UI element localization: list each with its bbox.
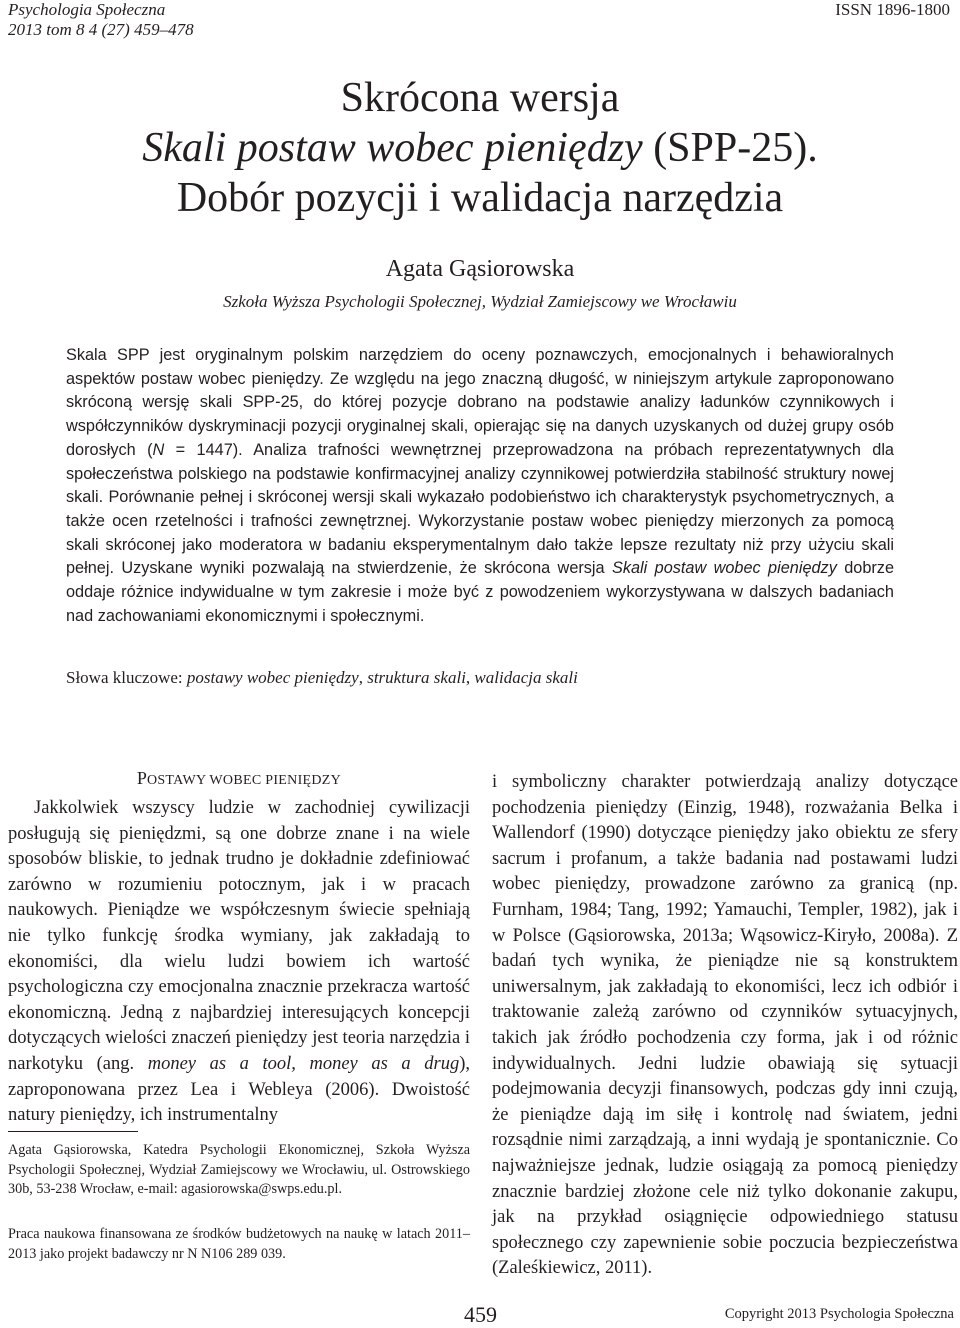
keyword-2: struktura skali — [367, 668, 466, 687]
abstract-n: N — [152, 440, 165, 459]
journal-header — [8, 0, 194, 40]
abstract-part-1: Skala SPP jest oryginalnym polskim narzędziem do oceny poznawczych, emocjonalnych i behawioralnych aspektów postaw wobec pieniędzy. Ze względu na jego znaczną długość, w niniejszym artykule zaproponowano skróconą wersję skali SPP-25, do której pozycje dobrano na podstawie analizy ładunków czynnikowych i współczynników dyskryminacji pozycji oryginalnej skali, opierając się na danych uzyskanych od dużej grupy osób dorosłych ( — [66, 346, 894, 459]
footnote-funding: Praca naukowa finansowana ze środków budżetowych na naukę w latach 2011–2013 jako projekt badawczy nr N N106 289 039. — [8, 1226, 470, 1262]
left-column-italic: money as a tool, money as a drug — [147, 1053, 460, 1074]
abstract-part-2: = 1447). Analiza trafności wewnętrznej przeprowadzona na próbach reprezentatywnych dla społeczeństwa polskiego na podstawie konfirmacyjnej analizy czynnikowej potwierdziła stabilność struktury nowej skali. Porównanie pełnej i skróconej wersji skali wykazało podobieństwo ich charakterystyk psychometrycznych, a także ocen rzetelności i trafności zewnętrznej. Wykorzystanie postaw wobec pieniędzy mierzonych za pomocą skali skróconej jako moderatora w badaniu eksperymentalnym dało także lepsze rezultaty niż przy użyciu skali pełnej. Uzyskane wyniki pozwalają na stwierdzenie, że skrócona wersja — [66, 440, 894, 578]
section-heading-rest: OSTAWY WOBEC PIENIĘDZY — [146, 773, 342, 788]
keyword-sep-2: , — [465, 668, 475, 687]
affiliation: Szkoła Wyższa Psychologii Społecznej, Wydział Zamiejscowy we Wrocławiu — [223, 292, 737, 311]
footnote-rule — [8, 1131, 138, 1132]
keyword-1: postawy wobec pieniędzy — [186, 668, 359, 687]
author-name: Agata Gąsiorowska — [385, 256, 575, 282]
title-line-3: Dobór pozycji i walidacja narzędzia — [176, 175, 784, 221]
left-column-text — [8, 796, 470, 1129]
section-heading-cap: P — [136, 768, 147, 788]
title-line-2 — [0, 124, 960, 172]
journal-volume: 2013 tom 8 4 (27) 459–478 — [8, 20, 194, 39]
footnote-contact: Agata Gąsiorowska, Katedra Psychologii Ekonomicznej, Szkoła Wyższa Psychologii Społecznej, Wydział Zamiejscowy we Wrocławiu, ul. Ostrowskiego 30b, 53-238 Wrocław, e-mail: agasiorowska@swps.edu.pl. — [8, 1142, 470, 1198]
page-number: 459 — [464, 1302, 497, 1327]
abstract-part-3: dobrze oddaje różnice indywidualne w tym zakresie i może być z powodzeniem wykorzystywana w dalszych badaniach nad zachowaniami ekonomicznymi i społecznymi. — [66, 559, 894, 625]
copyright: Copyright 2013 Psychologia Społeczna — [724, 1306, 954, 1322]
left-column-part-1: Jakkolwiek wszyscy ludzie w zachodniej cywilizacji posługują się pieniędzmi, są one dobrze znane i na wiele sposobów bliskie, to jednak trudno je dokładnie zdefiniować zarówno w rozumieniu potocznym, jak i w pracach naukowych. Pieniądze we współczesnym świecie spełniają nie tylko funkcję środka wymiany, jak zakładają to ekonomiści, dla wielu ludzi bowiem ich wartość psychologiczna czy emocjonalna znacznie przekracza wartość ekonomiczną. Jedną z najbardziej interesujących koncepcji dotyczących wielości znaczeń pieniędzy jest teoria narzędzia i narkotyku (ang. — [8, 798, 470, 1074]
issn: ISSN 1896-1800 — [835, 0, 950, 19]
abstract-italic: Skali postaw wobec pieniędzy — [611, 559, 837, 578]
keywords — [66, 668, 578, 688]
keywords-label: Słowa kluczowe: — [66, 668, 187, 687]
title-italic: Skali postaw wobec pieniędzy — [142, 125, 643, 171]
right-column-text: i symboliczny charakter potwierdzają analizy dotyczące pochodzenia pieniędzy (Einzig, 1948), rozważania Belka i Wallendorf (1990) dotyczące pieniędzy jako obiektu ze sfery sacrum i profanum, a także badania nad postawami ludzi wobec pieniędzy, prowadzone zarówno za granicą (np. Furnham, 1984; Tang, 1992; Yamauchi, Templer, 1982), jak i w Polsce (Gąsiorowska, 2013a; Wąsowicz-Kiryło, 2008a). Z badań tych wynika, że pieniądze nie są konstruktem uniwersalnym, jak zakładają to ekonomiści, lecz ich odbiór i traktowanie zależą zarówno od czynników sytuacyjnych, takich jak źródło pochodzenia czy forma, jak i od różnic indywidualnych. Jedni ludzie obawiają się sytuacji podejmowania decyzji finansowych, podczas gdy inni czują, że pieniądze dają im siłę i kontrolę nad światem, jedni rozsądnie nimi zarządzają, a inni wydają je spontanicznie. Co najważniejsze jednak, ludzie osiągają za pomocą pieniędzy znacznie bardziej złożone cele niż tylko dokonanie zakupu, jak na przykład osiągnięcie odpowiedniego statusu społecznego czy zapewnienie sobie poczucia bezpieczeństwa (Zaleśkiewicz, 2011). — [492, 772, 958, 1279]
title-line-1: Skrócona wersja — [340, 75, 620, 121]
journal-name: Psychologia Społeczna — [8, 0, 166, 19]
section-heading — [8, 768, 470, 789]
title-line-2-rest: (SPP-25). — [642, 125, 818, 171]
keyword-3: walidacja skali — [474, 668, 578, 687]
keyword-sep-1: , — [358, 668, 368, 687]
left-column-part-2: ), zaproponowana przez Lea i Webleya (2006). Dwoistość natury pieniędzy, ich instrumentalny — [8, 1053, 470, 1126]
abstract — [66, 344, 894, 628]
